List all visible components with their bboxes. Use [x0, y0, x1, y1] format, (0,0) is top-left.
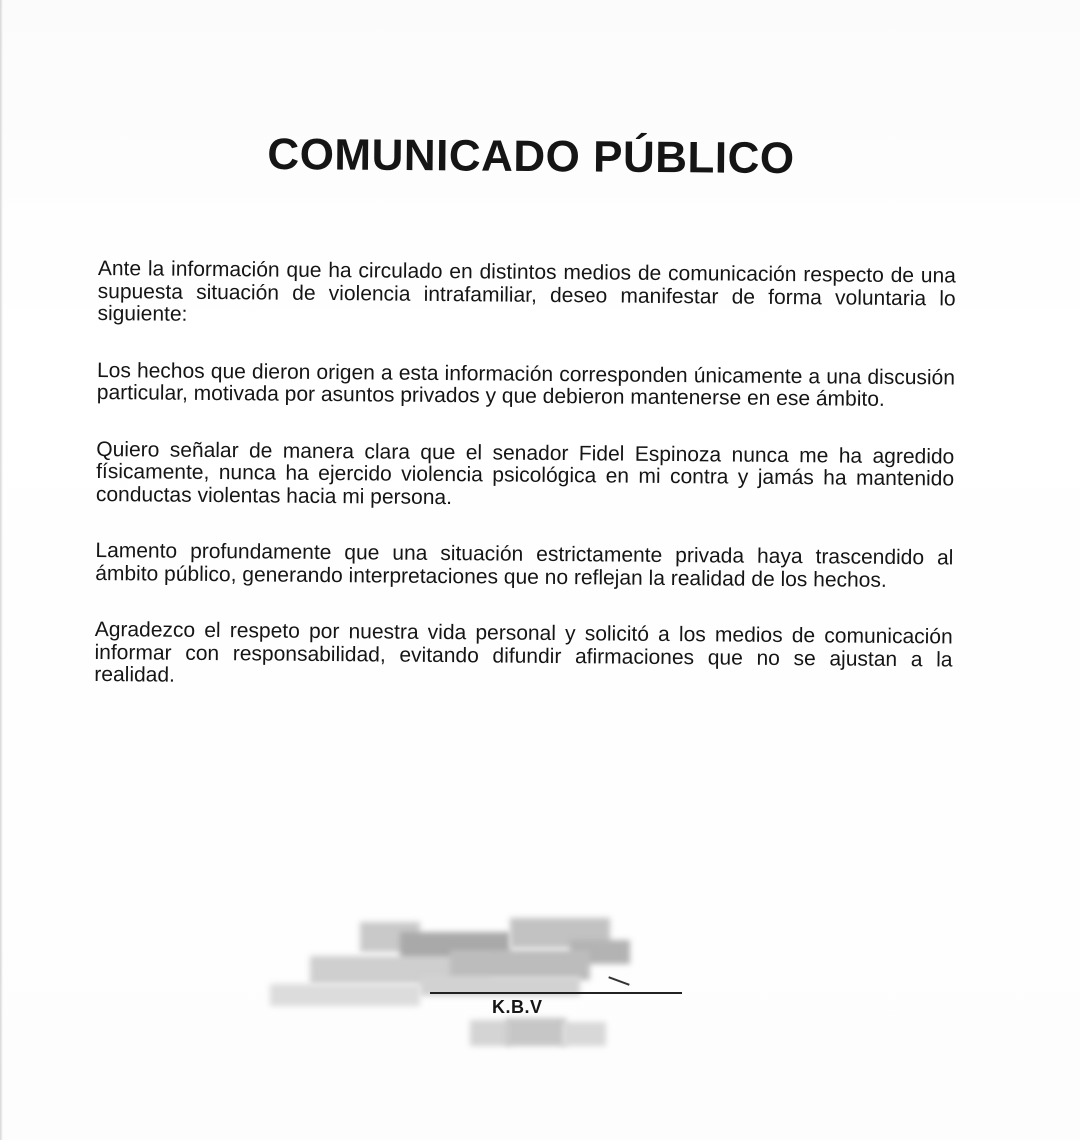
paragraph-2: Los hechos que dieron origen a esta información corresponden únicamente a una discusión particular, motivada por asuntos privados y que debieron mantenerse en ese ámbito. — [96, 358, 956, 411]
signature-line — [430, 992, 682, 994]
paragraph-3: Quiero señalar de manera clara que el senador Fidel Espinoza nunca me ha agredido físicamente, nunca ha ejercido violencia psicológica en mi contra y jamás ha mantenido conductas violentas hacia mi persona. — [95, 437, 955, 509]
document-title: COMUNICADO PÚBLICO — [267, 129, 795, 184]
paragraph-4: Lamento profundamente que una situación estrictamente privada haya trascendido al ámbito público, generando interpretaciones que no reflejan la realidad de los hechos. — [95, 538, 954, 592]
signature-block — [270, 910, 690, 1080]
document-body — [94, 258, 956, 728]
signatory-initials: K.B.V — [492, 997, 543, 1017]
paragraph-5: Agradezco el respeto por nuestra vida personal y solicitó a los medios de comunicación informar con responsabilidad, evitando difundir afirmaciones que no se ajustan a la realidad. — [94, 617, 953, 687]
paragraph-1: Ante la información que ha circulado en distintos medios de comunicación respecto de una supuesta situación de violencia intrafamiliar, deseo manifestar de forma voluntaria lo siguiente: — [97, 257, 956, 326]
blurred-id-number — [470, 1018, 610, 1048]
blurred-signature — [270, 910, 670, 1010]
